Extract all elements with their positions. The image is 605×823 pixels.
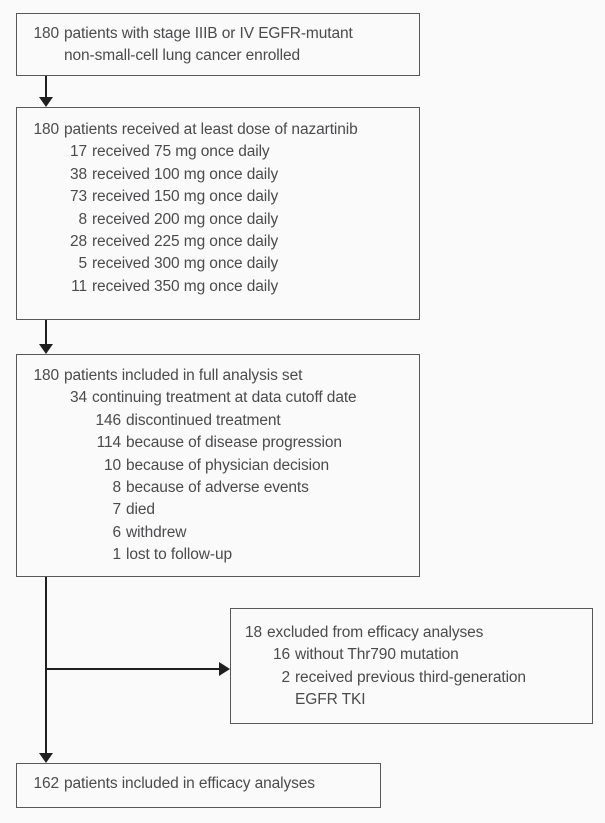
flow-text-line — [31, 499, 411, 521]
box-enrolled — [16, 13, 420, 76]
line-text: received 225 mg once daily — [92, 233, 279, 251]
arrow-branch-to-excluded — [47, 662, 230, 676]
arrow-shaft — [45, 320, 47, 346]
flow-text-line — [31, 209, 411, 231]
count-value: 34 — [69, 389, 87, 407]
flow-text-line — [31, 365, 411, 387]
flow-text-line — [31, 387, 411, 409]
line-text: without Thr790 mutation — [295, 646, 459, 664]
count-value: 18 — [245, 624, 263, 641]
arrow-shaft — [45, 76, 47, 99]
count-value: 38 — [69, 165, 87, 183]
box-dosing — [16, 107, 420, 320]
count-value: 7 — [112, 501, 121, 519]
flow-text-line — [245, 622, 584, 644]
line-text: non-small-cell lung cancer enrolled — [64, 47, 301, 65]
count-value: 8 — [78, 210, 87, 228]
flow-text-line — [31, 522, 411, 544]
line-text: discontinued treatment — [126, 411, 281, 429]
count-value: 6 — [112, 523, 121, 541]
arrow-shaft — [47, 668, 222, 670]
flow-text-line — [31, 544, 411, 566]
arrow-enrolled-to-dosing — [39, 76, 53, 107]
line-text: received 300 mg once daily — [92, 255, 279, 273]
flow-text-line — [245, 644, 584, 666]
line-text: because of physician decision — [126, 456, 330, 474]
count-value — [31, 45, 59, 67]
line-text: EGFR TKI — [295, 691, 366, 709]
count-value: 5 — [78, 255, 87, 273]
flow-text-line — [31, 253, 411, 275]
count-value: 2 — [281, 668, 290, 686]
line-text: because of adverse events — [126, 479, 309, 497]
line-text: received 350 mg once daily — [92, 277, 279, 295]
line-text: patients included in efficacy analyses — [64, 775, 315, 792]
box-efficacy-analyses — [16, 763, 381, 808]
flow-text-line — [31, 276, 411, 298]
line-text: because of disease progression — [126, 434, 342, 452]
box-excluded-from-efficacy — [230, 608, 593, 724]
line-text: received 100 mg once daily — [92, 165, 279, 183]
line-text: received previous third-generation — [295, 668, 526, 686]
arrow-down-icon — [39, 753, 53, 763]
count-value: 73 — [69, 188, 87, 206]
count-value: 146 — [95, 411, 121, 429]
flow-text-line — [31, 45, 411, 67]
count-value: 11 — [71, 277, 87, 295]
line-text: patients included in full analysis set — [64, 367, 303, 384]
arrow-down-icon — [39, 97, 53, 107]
box-full-analysis-set — [16, 354, 420, 577]
line-text: patients with stage IIIB or IV EGFR-mutant — [64, 25, 353, 42]
count-value: 10 — [103, 456, 121, 474]
flow-text-line — [31, 432, 411, 454]
flow-text-line — [31, 141, 411, 163]
flow-text-line — [31, 23, 411, 45]
flow-text-line — [31, 773, 372, 795]
count-value — [245, 689, 290, 711]
line-text: received 150 mg once daily — [92, 188, 279, 206]
flow-text-line — [31, 119, 411, 141]
arrow-down-icon — [39, 344, 53, 354]
count-value: 180 — [33, 25, 59, 42]
count-value: 114 — [96, 434, 121, 452]
flow-text-line — [31, 164, 411, 186]
line-text: died — [126, 501, 155, 519]
count-value: 180 — [33, 367, 59, 384]
count-value: 1 — [112, 546, 121, 564]
count-value: 180 — [33, 121, 59, 138]
line-text: patients received at least dose of nazartinib — [64, 121, 358, 138]
flow-text-line — [31, 231, 411, 253]
flow-text-line — [245, 689, 584, 711]
line-text: received 200 mg once daily — [92, 210, 279, 228]
line-text: withdrew — [126, 523, 187, 541]
count-value: 17 — [69, 143, 87, 161]
line-text: received 75 mg once daily — [92, 143, 270, 161]
line-text: continuing treatment at data cutoff date — [92, 389, 357, 407]
flow-text-line — [31, 410, 411, 432]
flow-text-line — [31, 477, 411, 499]
count-value: 8 — [112, 479, 121, 497]
count-value: 162 — [33, 775, 59, 792]
flow-text-line — [31, 455, 411, 477]
arrow-right-icon — [219, 662, 230, 676]
flow-text-line — [31, 186, 411, 208]
line-text: excluded from efficacy analyses — [267, 624, 484, 641]
count-value: 16 — [272, 646, 290, 664]
flow-text-line — [245, 667, 584, 689]
line-text: lost to follow-up — [126, 546, 232, 564]
count-value: 28 — [69, 233, 87, 251]
arrow-dosing-to-analysis — [39, 320, 53, 354]
